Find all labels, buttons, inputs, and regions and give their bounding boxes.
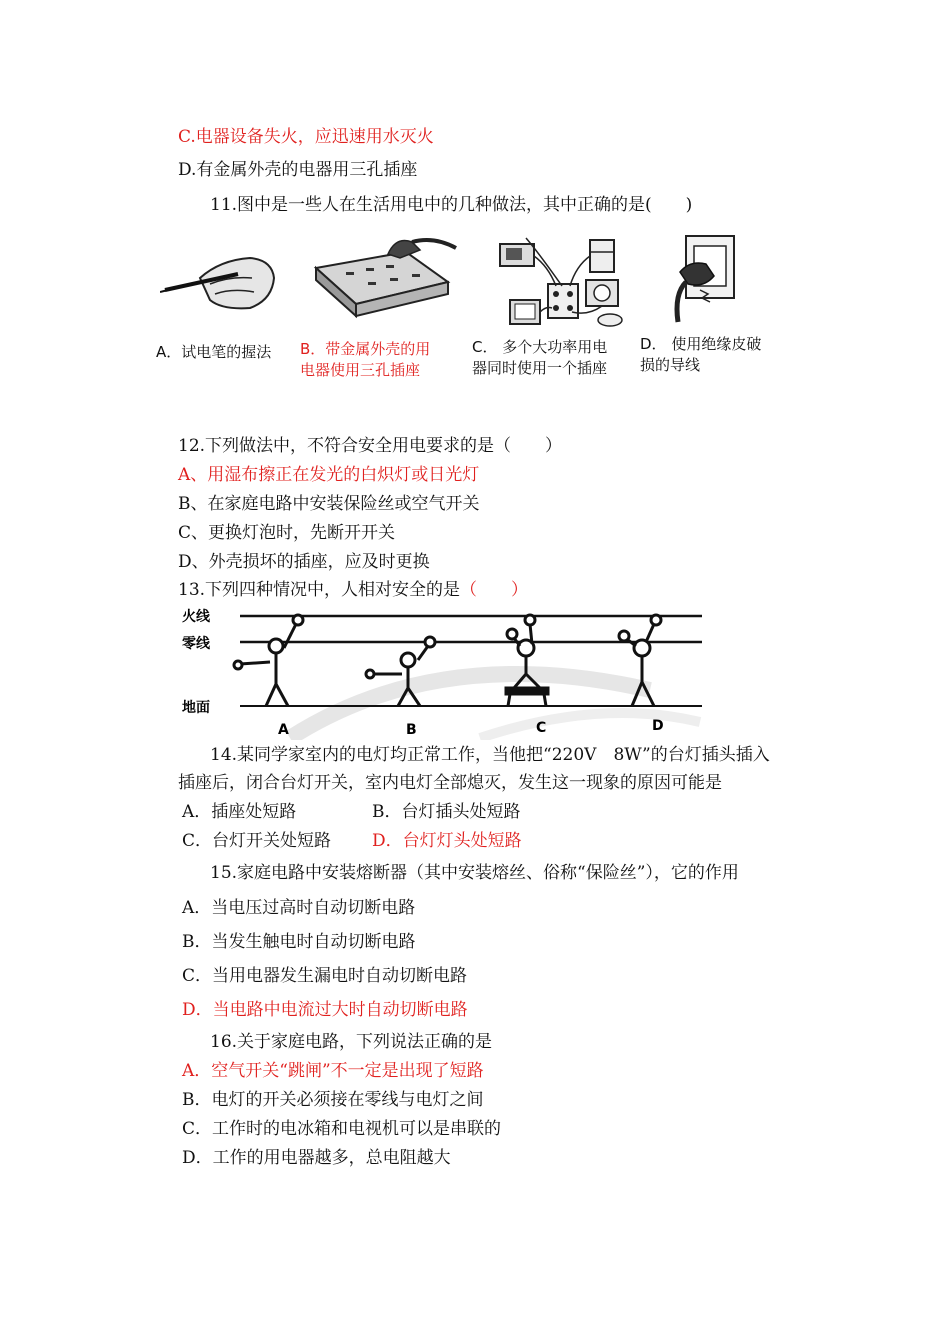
q15-option-c: C．当用电器发生漏电时自动切断电路 (182, 966, 468, 986)
person-a-figure (234, 615, 303, 706)
q11-caption-d-line1: D． 使用绝缘皮破 (640, 335, 762, 353)
person-c-figure (506, 615, 548, 706)
q15-option-d: D．当电路中电流过大时自动切断电路 (182, 1000, 468, 1020)
q11-caption-c-line1: C． 多个大功率用电 (472, 338, 608, 356)
q14-option-a: A．插座处短路 (182, 802, 297, 822)
figure-label-c: C (536, 720, 547, 736)
neutral-wire-label: 零线 (182, 636, 210, 652)
q12-option-b: B、在家庭电路中安装保险丝或空气开关 (178, 494, 480, 514)
q11-caption-b-line2: 电器使用三孔插座 (300, 361, 421, 379)
test-pen-hand-icon (160, 248, 280, 318)
q11-stem: 11.图中是一些人在生活用电中的几种做法，其中正确的是( ) (210, 195, 693, 215)
q13-stem-text: 13.下列四种情况中，人相对安全的是 (178, 580, 461, 600)
q16-option-b: B．电灯的开关必须接在零线与电灯之间 (182, 1090, 484, 1110)
q13-stem-paren: （ ） (460, 580, 529, 600)
q12-option-c: C、更换灯泡时，先断开开关 (178, 523, 396, 543)
q16-option-d: D．工作的用电器越多，总电阻越大 (182, 1148, 451, 1168)
figure-label-a: A (278, 722, 289, 738)
q11-caption-b-line1: B．带金属外壳的用 (300, 340, 431, 358)
q14-option-d: D．台灯灯头处短路 (372, 831, 522, 851)
q15-stem: 15.家庭电路中安装熔断器（其中安装熔丝、俗称“保险丝”），它的作用 (210, 863, 739, 883)
q12-option-a: A、用湿布擦正在发光的白炽灯或日光灯 (178, 465, 480, 485)
live-wire-label: 火线 (182, 609, 210, 625)
q14-option-b: B．台灯插头处短路 (372, 802, 521, 822)
q14-option-c: C．台灯开关处短路 (182, 831, 332, 851)
safety-scenarios-figure (180, 602, 710, 740)
damaged-cord-icon (660, 232, 740, 324)
ground-label: 地面 (182, 700, 210, 716)
q16-option-c: C．工作时的电冰箱和电视机可以是串联的 (182, 1119, 502, 1139)
q14-stem-line1: 14.某同学家室内的电灯均正常工作，当他把“220V 8W”的台灯插头插入 (210, 745, 770, 765)
q16-option-a: A．空气开关“跳闸”不一定是出现了短路 (182, 1061, 484, 1081)
q12-stem: 12.下列做法中，不符合安全用电要求的是（ ） (178, 436, 563, 456)
figure-label-b: B (406, 722, 417, 738)
q12-option-d: D、外壳损坏的插座，应及时更换 (178, 552, 430, 572)
q10-option-c: C.电器设备失火，应迅速用水灭火 (178, 127, 434, 147)
q13-stem (178, 579, 528, 601)
q10-option-d: D.有金属外壳的电器用三孔插座 (178, 160, 418, 180)
q11-caption-d-line2: 损的导线 (640, 356, 701, 374)
q11-caption-a: A．试电笔的握法 (156, 343, 272, 361)
q14-stem-line2: 插座后，闭合台灯开关，室内电灯全部熄灭，发生这一现象的原因可能是 (178, 773, 722, 793)
overloaded-socket-icon (498, 236, 630, 334)
q15-option-b: B．当发生触电时自动切断电路 (182, 932, 416, 952)
q16-stem: 16.关于家庭电路，下列说法正确的是 (210, 1032, 493, 1052)
figure-label-d: D (652, 718, 664, 734)
q11-caption-c-line2: 器同时使用一个插座 (472, 359, 608, 377)
power-strip-icon (308, 228, 458, 320)
q15-option-a: A．当电压过高时自动切断电路 (182, 898, 416, 918)
